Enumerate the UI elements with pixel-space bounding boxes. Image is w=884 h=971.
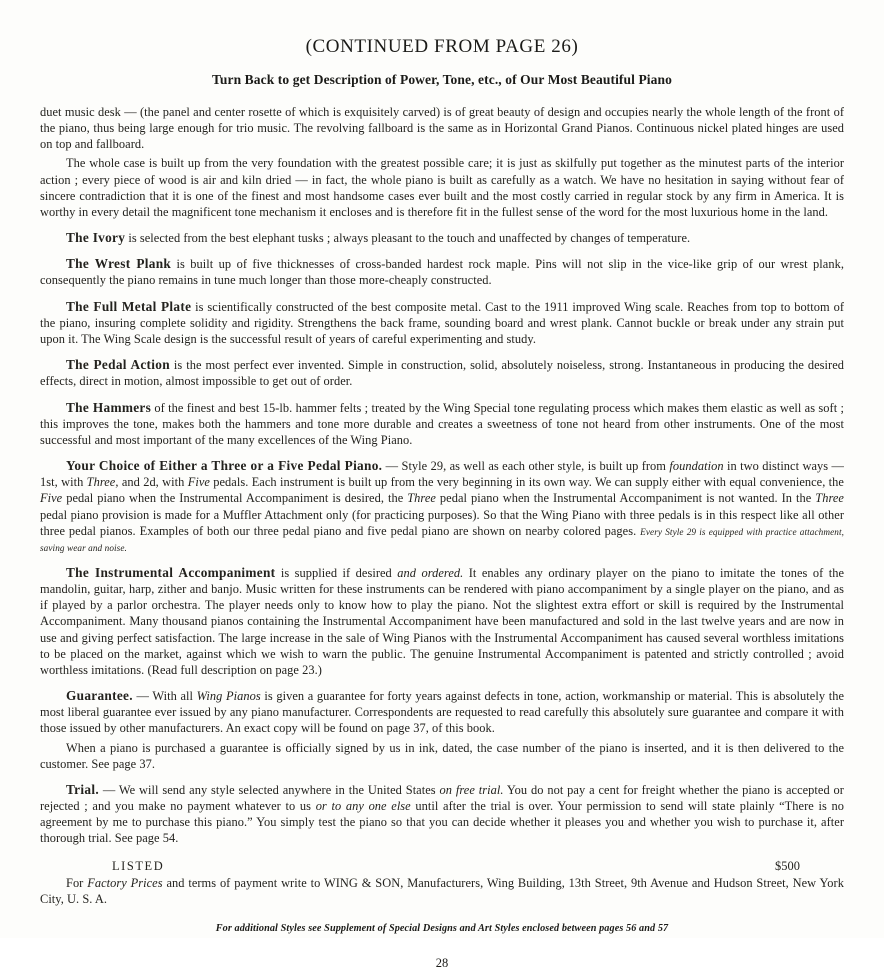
paragraph-pedal-choice: [40, 457, 844, 555]
listed-price-row: [40, 858, 844, 874]
paragraph-full-metal-plate-text: is scientifically constructed of the best composite metal. Cast to the 1911 improved Wing scale. Reaches from top to bottom of the piano, insuring complete solidity and rigidity. Strengthens the back frame, sounding board and wrest plank. Cannot buckle or break under any strain put upon it. The Wing Scale design is the successful result of years of careful experimenting and study.: [40, 299, 845, 346]
paragraph-trial-c: until after the trial is over. Your permission to send will state plainly “There is no agreement by me to purchase this piano.” You simply test the piano so that you can decide whether it pleases you and whether you wish to purchase it, after thorough trial. See page 54.: [40, 799, 844, 846]
paragraph-trial-lead: Trial.: [66, 781, 99, 797]
paragraph-pedal-choice-three-3: Three: [815, 491, 844, 506]
paragraph-pedal-action-lead: The Pedal Action: [66, 357, 170, 373]
paragraph-factory-a: For: [66, 875, 84, 890]
paragraph-instrumental-b: It enables any ordinary player on the piano to imitate the tones of the mandolin, guitar, harp, zither and banjo. Music written for these instruments can be rendered with piano accompaniment by a single player on the piano, and as if played by a parlor orchestra. The player needs only to know how to play the piano. Not the slightest extra effort or skill is required by the Instrumental Accompaniment. Many thousand pianos containing the Instrumental Accompaniment have been manufactured and sold in the last twelve years and are now in use and giving perfect satisfaction. The large increase in the sale of Wing Pianos with the Instrumental Accompaniment has caused several worthless imitations to be placed on the market, against which we wish to warn the public. The genuine Instrumental Accompaniment is patented and strictly controlled ; avoid worthless imitations. (Read full description on page 23.): [40, 565, 845, 677]
paragraph-ivory-text: is selected from the best elephant tusks ; always pleasant to the touch and unaffected by changes of temperature.: [128, 230, 691, 245]
paragraph-pedal-action-text: is the most perfect ever invented. Simple in construction, solid, absolutely noiseless, strong. Instantaneous in producing the desired effects, direct in motion, almost impossible to get out of order.: [40, 358, 845, 389]
page-number: 28: [435, 955, 449, 970]
paragraph-trial-a: — We will send any style selected anywhere in the United States: [102, 782, 436, 797]
paragraph-ivory: [40, 229, 844, 246]
paragraph-guarantee-italic: Wing Pianos: [196, 688, 261, 703]
paragraph-trial-italic-1: on free trial.: [439, 782, 504, 797]
paragraph-pedal-choice-e: pedal piano when the Instrumental Accompaniment is desired, the: [66, 491, 404, 506]
paragraph-pedal-choice-three-2: Three: [407, 491, 436, 506]
paragraph-pedal-choice-fineprint: Every Style 29 is equipped with practice attachment, saving wear and noise.: [40, 526, 844, 553]
paragraph-trial-b: You do not pay a cent for freight whether the piano is accepted or rejected ; and you make no payment whatever to us: [40, 782, 844, 814]
supplement-note: For additional Styles see Supplement of Special Designs and Art Styles enclosed between pages 56 and 57: [215, 922, 669, 934]
paragraph-full-metal-plate: [40, 298, 844, 348]
paragraph-instrumental-italic: and ordered.: [397, 565, 464, 580]
paragraph-factory-prices: [40, 875, 844, 907]
dot-leader: [172, 866, 767, 867]
paragraph-full-metal-plate-lead: The Full Metal Plate: [66, 298, 192, 314]
paragraph-hammers-text: of the finest and best 15-lb. hammer felts ; treated by the Wing Special tone regulating process which makes them elastic as well as soft ; this improves the tone, makes both the hammers and tone more durable and creates a sweetness of tone not heard from other instruments. One of the most successful and most important of the many excellences of the Wing Piano.: [40, 400, 844, 447]
paragraph-guarantee-signed: When a piano is purchased a guarantee is officially signed by us in ink, dated, the case number of the piano is inserted, and it is then delivered to the customer. See page 37.: [40, 740, 844, 771]
paragraph-instrumental-lead: The Instrumental Accompaniment: [66, 564, 276, 580]
paragraph-pedal-choice-three-1: Three,: [86, 475, 119, 490]
paragraph-continued-case: duet music desk — (the panel and center rosette of which is exquisitely carved) is of great beauty of design and occupies nearly the whole length of the front of the piano, thus being large enough for trio music. The revolving fallboard is the same as in Horizontal Grand Pianos. Continuous nickel plated hinges are used on top and fallboard.: [40, 105, 844, 152]
paragraph-instrumental-accompaniment: [40, 564, 844, 678]
body-text-column: [40, 104, 844, 907]
paragraph-pedal-choice-b: in two distinct ways — 1st, with: [40, 459, 844, 490]
paragraph-hammers: [40, 399, 844, 449]
paragraph-ivory-lead: The Ivory: [66, 229, 126, 245]
paragraph-pedal-choice-five-2: Five: [40, 491, 63, 506]
paragraph-pedal-choice-d: pedals. Each instrument is built up from the very beginning in its own way. We can supply either with equal convenience, the: [213, 475, 844, 490]
paragraph-pedal-action: [40, 356, 844, 389]
paragraph-factory-italic: Factory Prices: [87, 875, 163, 890]
paragraph-trial-italic-2: or to any one else: [315, 799, 411, 814]
paragraph-wrest-plank: [40, 255, 844, 288]
listed-label: LISTED: [112, 859, 165, 874]
paragraph-pedal-choice-lead: Your Choice of Either a Three or a Five Pedal Piano.: [66, 458, 383, 474]
paragraph-pedal-choice-f: pedal piano when the Instrumental Accompaniment is not wanted. In the: [439, 491, 812, 506]
paragraph-trial: [40, 781, 844, 847]
paragraph-guarantee: [40, 687, 844, 737]
paragraph-factory-b: and terms of payment write to WING & SON, Manufacturers, Wing Building, 13th Street, 9th Avenue and Hudson Street, New York City, U. S. A.: [40, 875, 844, 906]
paragraph-wrest-plank-lead: The Wrest Plank: [66, 256, 172, 272]
paragraph-wrest-plank-text: is built up of five thicknesses of cross-banded hardest rock maple. Pins will not slip in the vice-like grip of our wrest plank, consequently the piano remains in tune much longer than those more-cheaply constructed.: [40, 257, 844, 288]
paragraph-guarantee-lead: Guarantee.: [66, 687, 133, 703]
page-title: (CONTINUED FROM PAGE 26): [305, 36, 579, 57]
paragraph-pedal-choice-a: — Style 29, as well as each other style, is built up from: [385, 459, 666, 474]
listed-price: $500: [775, 859, 800, 874]
paragraph-whole-case: The whole case is built up from the very foundation with the greatest possible care; it is just as skilfully put together as the minutest parts of the interior action ; every piece of wood is air and kiln dried — in fact, the whole piano is built as carefully as a watch. We have no hesitation in saying without fear of sincere contradiction that it is one of the finest and most handsome cases ever built and the most costly carried in regular stock by any firm in America. It is worthy in every detail the magnificent tone mechanism it encloses and is therefore fit in the fullest sense of the word for the most luxurious home in the land.: [40, 156, 844, 219]
paragraph-guarantee-b: is given a guarantee for forty years against defects in tone, action, workmanship or material. This is absolutely the most liberal guarantee ever issued by any piano manufacturer. Correspondents are requested to read carefully this absolutely sure guarantee and compare it with those issued by other manufacturers. An exact copy will be found on page 37, of this book.: [40, 688, 844, 736]
paragraph-pedal-choice-foundation: foundation: [669, 459, 724, 474]
paragraph-pedal-choice-g: pedal piano provision is made for a Muffler Attachment only (for practicing purposes). So that the Wing Piano with three pedals is in this respect like all other three pedal pianos. Examples of both our three pedal piano and five pedal piano are shown on nearby colored pages.: [40, 507, 844, 538]
paragraph-pedal-choice-five-1: Five: [187, 475, 210, 490]
page-subtitle: Turn Back to get Description of Power, Tone, etc., of Our Most Beautiful Piano: [212, 72, 672, 87]
paragraph-pedal-choice-c: and 2d, with: [121, 475, 185, 490]
paragraph-guarantee-a: — With all: [136, 688, 194, 703]
paragraph-instrumental-a: is supplied if desired: [280, 565, 392, 580]
paragraph-hammers-lead: The Hammers: [66, 399, 152, 415]
